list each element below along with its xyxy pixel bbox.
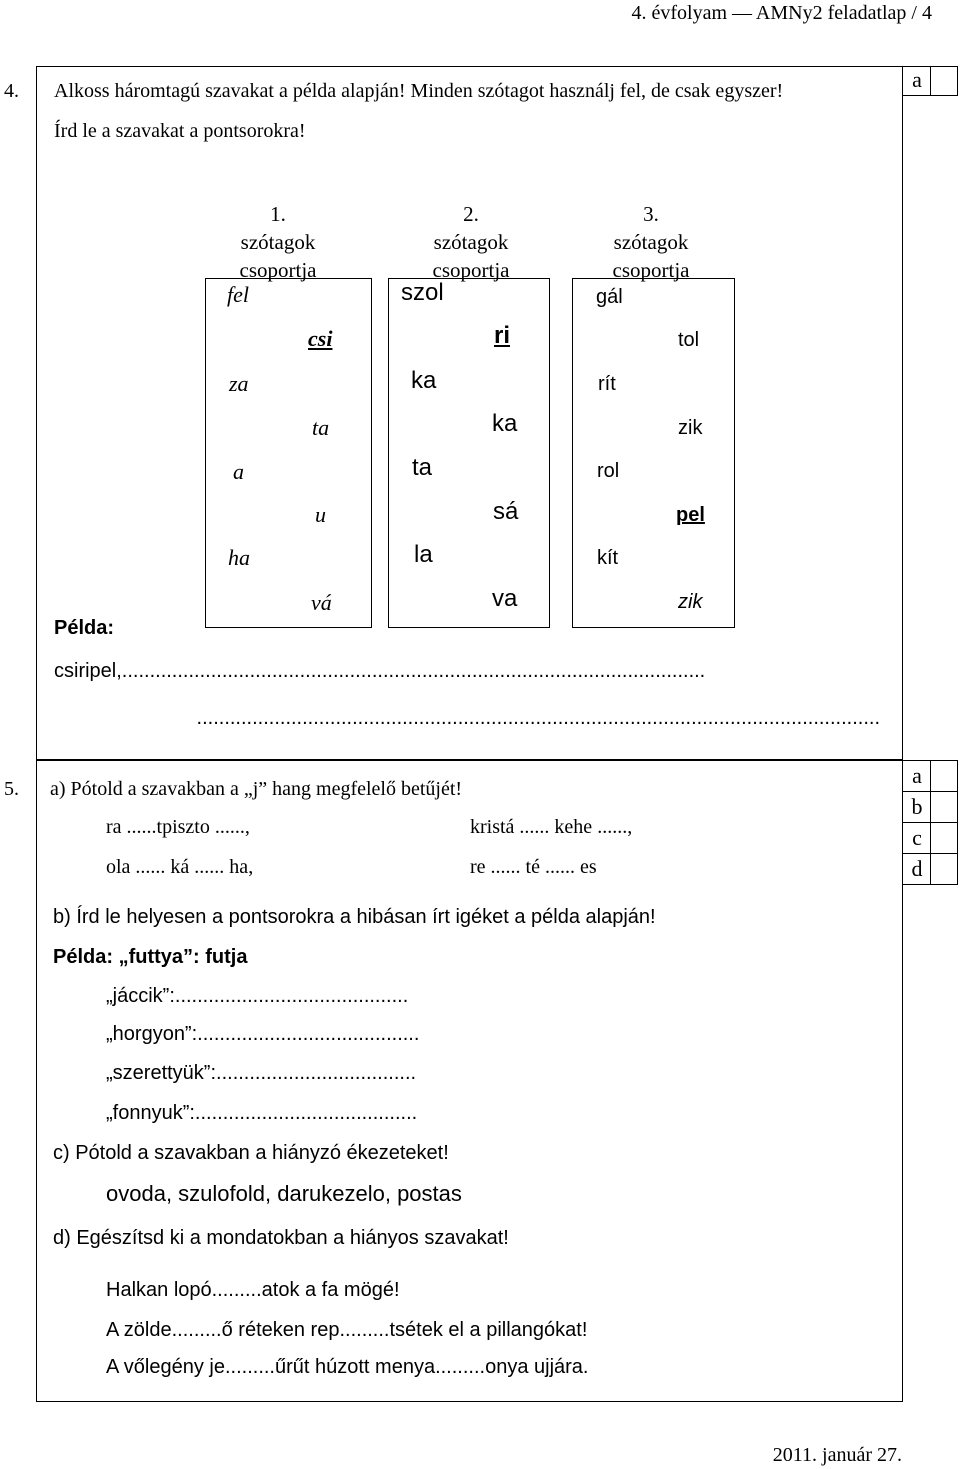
answer-line-1[interactable]: csiripel,......................................................................................................... [54,660,706,682]
task4-instruction-line1: Alkoss háromtagú szavakat a példa alapján! Minden szótagot használj fel, de csak egyszer! [54,80,784,102]
task5c-words[interactable]: ovoda, szulofold, darukezelo, postas [106,1181,462,1206]
syllable-za: za [229,371,249,396]
syllable-ka-1: ka [411,367,437,394]
syllable-u: u [315,502,326,527]
group3-label2: csoportja [612,258,690,282]
task5d-title: d) Egészítsd ki a mondatokban a hiányos szavakat! [53,1227,509,1249]
group1-header [220,200,336,284]
syllable-tol: tol [678,329,700,351]
group2-box [388,278,550,628]
syllable-pel: pel [676,504,705,526]
syllable-szol: szol [401,279,444,306]
page-header-title: 4. évfolyam –– AMNy2 feladatlap / 4 [631,2,932,24]
score-code-d: d [911,856,923,881]
task5c-title: c) Pótold a szavakban a hiányzó ékezeteket! [53,1142,449,1164]
group3-box [572,278,735,628]
group1-number: 1. [270,202,286,226]
group3-number: 3. [643,202,659,226]
group2-number: 2. [463,202,479,226]
task5d-sentence-1[interactable]: Halkan lopó.........atok a fa mögé! [106,1279,400,1301]
group1-label2: csoportja [239,258,317,282]
syllable-la: la [414,541,433,568]
task5d-sentence-3[interactable]: A vőlegény je.........űrűt húzott menya.........onya ujjára. [106,1356,589,1378]
syllable-ta-2: ta [412,454,433,481]
group2-label2: csoportja [432,258,510,282]
task5b-item-1[interactable]: „jáccik”:.......................................... [106,985,409,1007]
syllable-sa: sá [493,498,519,525]
task4-instruction-line2: Írd le a szavakat a pontsorokra! [54,120,306,142]
group1-box [205,278,372,628]
task5a-item-1[interactable]: ra ......tpiszto ......, [106,816,250,838]
task5-number: 5. [4,778,19,800]
syllable-rit: rít [598,373,616,395]
task5a-item-4[interactable]: re ...... té ...... es [470,856,597,878]
group3-header [593,200,709,284]
task5b-title: b) Írd le helyesen a pontsorokra a hibásan írt igéket a példa alapján! [53,906,656,928]
syllable-va-2: va [492,585,518,612]
task5d-sentence-2[interactable]: A zölde.........ő réteken rep.........tsétek el a pillangókat! [106,1319,588,1341]
group3-label1: szótagok [613,230,689,254]
syllable-a: a [233,459,244,484]
group2-label1: szótagok [433,230,509,254]
task5b-item-4[interactable]: „fonnyuk”:........................................ [106,1102,418,1124]
syllable-rol: rol [597,460,620,482]
score-box-5 [902,760,958,885]
score-code-a: a [912,67,922,92]
syllable-va: vá [311,590,332,615]
syllable-ha: ha [228,545,250,570]
score-code-a: a [912,763,922,788]
answer-line-2[interactable]: ........................................................................................................................... [196,707,880,729]
group2-header [413,200,529,284]
task5b-example: Példa: „futtya”: futja [53,946,248,968]
task5a-title: a) Pótold a szavakban a „j” hang megfelelő betűjét! [50,778,463,800]
group1-label1: szótagok [240,230,316,254]
syllable-ka-2: ka [492,410,518,437]
syllable-csi: csi [308,326,333,351]
syllable-gal: gál [596,286,623,308]
syllable-ri: ri [494,322,511,349]
task5b-item-2[interactable]: „horgyon”:........................................ [106,1023,420,1045]
task5a-item-2[interactable]: kristá ...... kehe ......, [470,816,633,838]
footer-date: 2011. január 27. [772,1444,902,1466]
example-label: Példa: [54,617,115,639]
syllable-fel: fel [227,282,249,307]
score-code-c: c [912,825,922,850]
score-box-4 [902,66,958,96]
syllable-ta: ta [312,415,330,440]
score-code-b: b [911,794,923,819]
task4-number: 4. [4,80,19,102]
syllable-zik-1: zik [678,417,703,439]
task5a-item-3[interactable]: ola ...... ká ...... ha, [106,856,254,878]
syllable-zik-2: zik [678,591,703,613]
task5b-item-3[interactable]: „szerettyük”:.................................... [106,1062,417,1084]
syllable-kit: kít [597,547,619,569]
